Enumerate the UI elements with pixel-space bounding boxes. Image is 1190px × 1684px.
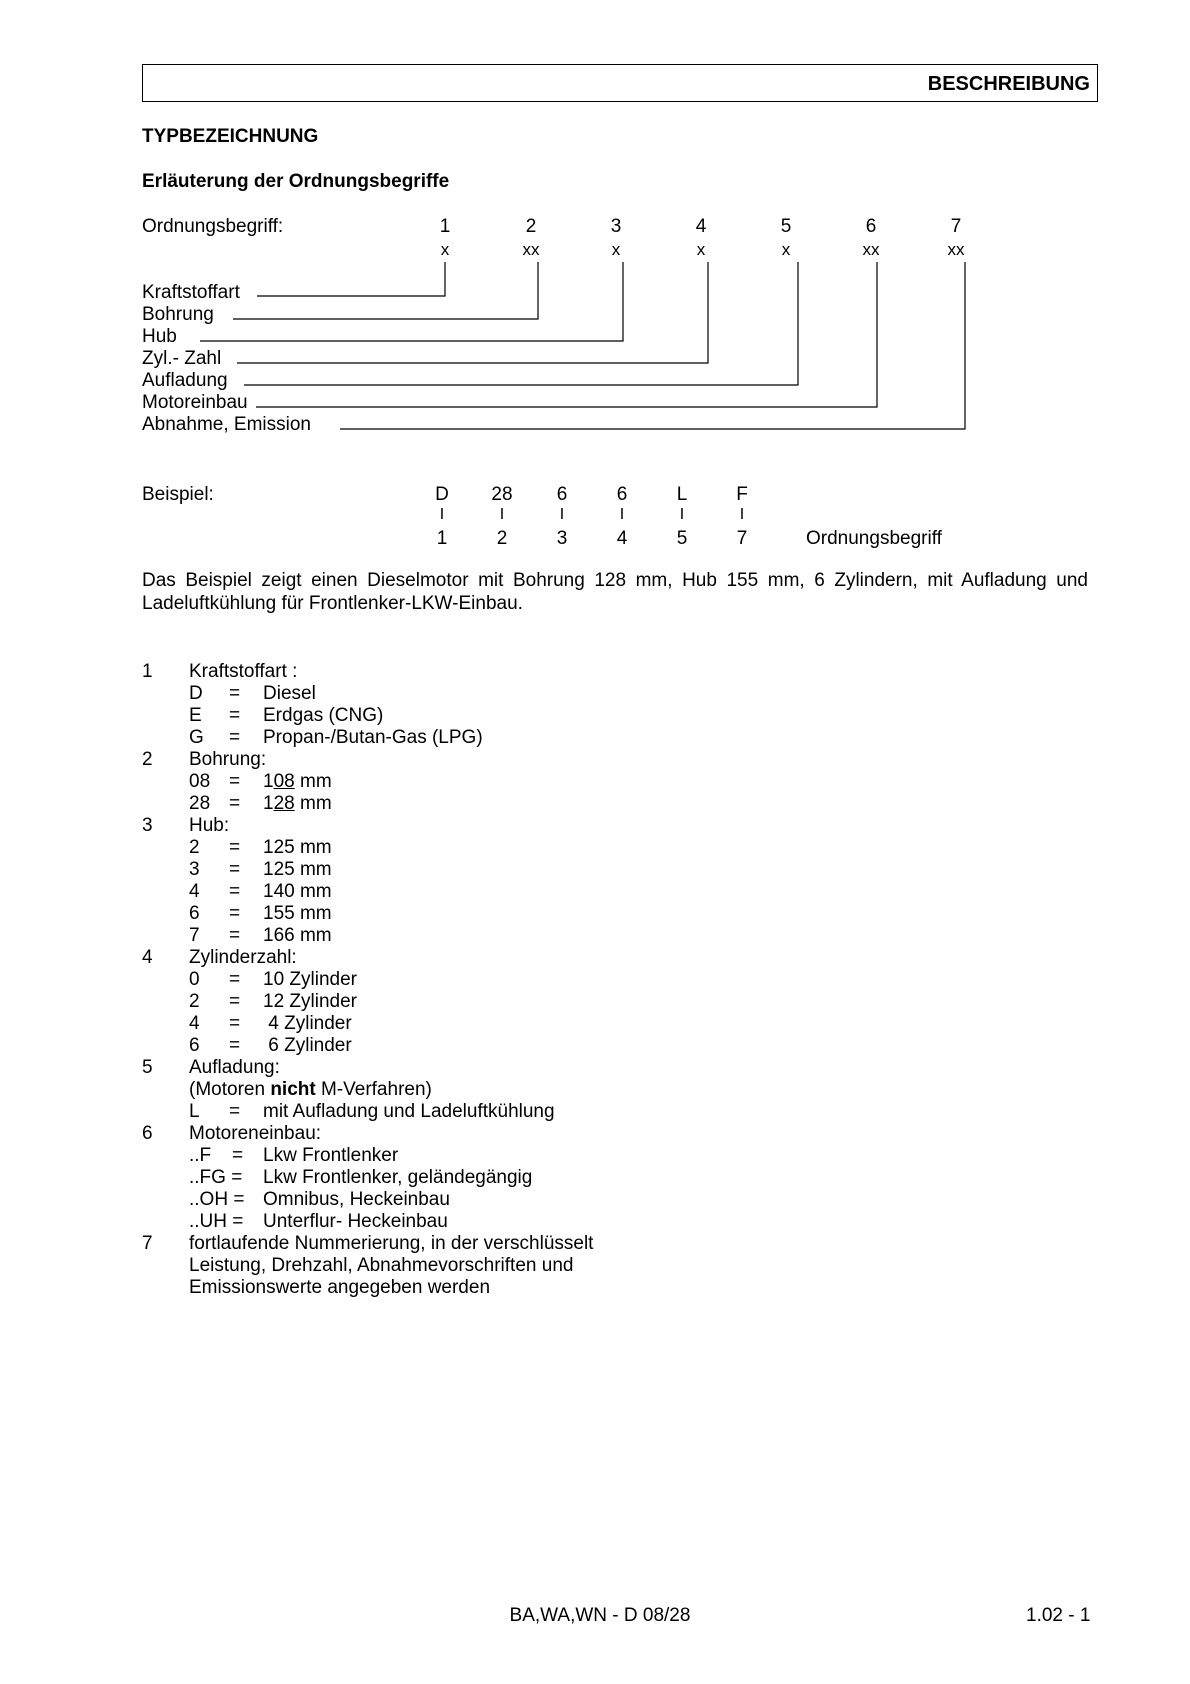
legend-code: 4 xyxy=(189,881,200,902)
legend-code: 28 xyxy=(189,793,211,814)
example-bar: I xyxy=(439,506,445,523)
legend-value: Lkw Frontlenker, geländegängig xyxy=(263,1167,533,1188)
connector-line xyxy=(200,262,623,341)
example-code: 6 xyxy=(556,484,568,505)
legend-title: Zylinderzahl: xyxy=(189,947,297,968)
example-code: L xyxy=(676,484,688,505)
legend-value xyxy=(263,771,332,793)
scheme-term: Bohrung xyxy=(142,304,214,325)
connector-line xyxy=(257,262,445,296)
legend-code: 08 xyxy=(189,771,211,792)
legend-value: 12 Zylinder xyxy=(263,991,357,1012)
footer-page-number: 1.02 - 1 xyxy=(1026,1605,1091,1626)
legend-value: 155 mm xyxy=(263,903,332,924)
legend-value: Diesel xyxy=(263,683,316,704)
scheme-term: Aufladung xyxy=(142,370,228,391)
legend-number: 7 xyxy=(142,1233,153,1254)
legend-code: 6 xyxy=(189,1035,200,1056)
legend-value: Erdgas (CNG) xyxy=(263,705,384,726)
legend-equals: = xyxy=(229,793,241,814)
legend-equals: = xyxy=(229,1013,241,1034)
scheme-term: Kraftstoffart xyxy=(142,282,240,303)
legend-number: 3 xyxy=(142,815,153,836)
footer-document-code: BA,WA,WN - D 08/28 xyxy=(509,1605,691,1626)
scheme-placeholder: xx xyxy=(522,240,540,259)
scheme-term: Abnahme, Emission xyxy=(142,414,311,435)
legend-value xyxy=(263,793,332,815)
legend-value-prefix: 1 xyxy=(263,793,274,814)
legend-code: 7 xyxy=(189,925,200,946)
legend-number: 6 xyxy=(142,1123,153,1144)
legend-title: Hub: xyxy=(189,815,230,836)
example-bar: I xyxy=(679,506,685,523)
legend-value: Omnibus, Heckeinbau xyxy=(263,1189,450,1210)
connector-line xyxy=(244,262,798,385)
connector-line xyxy=(237,262,708,363)
legend-code: ..OH = xyxy=(189,1189,245,1210)
example-code: D xyxy=(435,484,449,505)
legend-value: 166 mm xyxy=(263,925,332,946)
legend-value: Lkw Frontlenker xyxy=(263,1145,399,1166)
example-code: F xyxy=(736,484,748,505)
legend-code: 2 xyxy=(189,991,200,1012)
legend-equals: = xyxy=(229,881,241,902)
legend-text-line: Leistung, Drehzahl, Abnahmevorschriften und xyxy=(189,1255,574,1276)
legend-code: G xyxy=(189,727,204,748)
legend-value: 140 mm xyxy=(263,881,332,902)
scheme-term: Zyl.- Zahl xyxy=(142,348,222,369)
legend-note-prefix: (Motoren xyxy=(189,1079,271,1100)
scheme-position: 2 xyxy=(525,216,537,237)
legend-value: 4 Zylinder xyxy=(263,1013,352,1034)
legend-code: 4 xyxy=(189,1013,200,1034)
scheme-position: 3 xyxy=(610,216,622,237)
legend-equals: = xyxy=(229,683,241,704)
legend-value-prefix: 1 xyxy=(263,771,274,792)
legend-code: 6 xyxy=(189,903,200,924)
example-caption: Ordnungsbegriff xyxy=(806,528,942,549)
legend-equals: = xyxy=(229,705,241,726)
legend-note-suffix: M-Verfahren) xyxy=(315,1079,432,1100)
legend-equals: = xyxy=(229,771,241,792)
scheme-position: 7 xyxy=(950,216,962,237)
example-bar: I xyxy=(559,506,565,523)
legend-title: Kraftstoffart : xyxy=(189,661,298,682)
legend-code: ..FG = xyxy=(189,1167,243,1188)
legend-code: ..UH = xyxy=(189,1211,244,1232)
legend-value: Propan-/Butan-Gas (LPG) xyxy=(263,727,483,748)
legend-code: 0 xyxy=(189,969,200,990)
legend-note-emphasis: nicht xyxy=(270,1079,316,1100)
legend-number: 5 xyxy=(142,1057,153,1078)
legend-code: 3 xyxy=(189,859,200,880)
legend-code: L xyxy=(189,1101,200,1122)
example-position: 5 xyxy=(676,528,688,549)
connector-line xyxy=(340,262,965,429)
legend-value: 125 mm xyxy=(263,837,332,858)
legend-equals: = xyxy=(229,837,241,858)
scheme-connector-lines xyxy=(0,0,1190,460)
scheme-label: Ordnungsbegriff: xyxy=(142,216,284,237)
scheme-term: Motoreinbau xyxy=(142,392,248,413)
scheme-placeholder: x xyxy=(696,240,706,259)
description: Das Beispiel zeigt einen Dieselmotor mit Bohrung 128 mm, Hub 155 mm, 6 Zylindern, mit Aufladung und Ladeluftkühlung für Frontlenker-LKW-Einbau. xyxy=(142,570,1088,614)
legend-code: D xyxy=(189,683,203,704)
legend-value-underlined: 08 xyxy=(273,771,295,792)
scheme-position: 4 xyxy=(695,216,707,237)
legend-value: mit Aufladung und Ladeluftkühlung xyxy=(263,1101,555,1122)
legend-note xyxy=(189,1079,432,1101)
legend-equals: = xyxy=(229,991,241,1012)
legend-value-underlined: 28 xyxy=(273,793,295,814)
legend-title: Bohrung: xyxy=(189,749,267,770)
header-title: BESCHREIBUNG xyxy=(927,73,1090,95)
legend-title: Motoreneinbau: xyxy=(189,1123,322,1144)
example-position: 4 xyxy=(616,528,628,549)
scheme-placeholder: x xyxy=(440,240,450,259)
connector-line xyxy=(233,262,538,319)
scheme-placeholder: x xyxy=(611,240,621,259)
example-position: 1 xyxy=(436,528,448,549)
legend-equals: = xyxy=(232,1145,244,1166)
scheme-position: 6 xyxy=(865,216,877,237)
example-code: 28 xyxy=(491,484,513,505)
legend-equals: = xyxy=(229,859,241,880)
legend-text-line: fortlaufende Nummerierung, in der verschlüsselt xyxy=(189,1233,594,1254)
scheme-placeholder: xx xyxy=(862,240,880,259)
scheme-placeholder: xx xyxy=(947,240,965,259)
legend-value: Unterflur- Heckeinbau xyxy=(263,1211,448,1232)
legend-value-suffix: mm xyxy=(294,771,332,792)
scheme-position: 5 xyxy=(780,216,792,237)
legend-title: Aufladung: xyxy=(189,1057,280,1078)
example-position: 3 xyxy=(556,528,568,549)
legend-value: 125 mm xyxy=(263,859,332,880)
legend-equals: = xyxy=(229,1101,241,1122)
example-position: 7 xyxy=(736,528,748,549)
legend-text-line: Emissionswerte angegeben werden xyxy=(189,1277,491,1298)
scheme-placeholder: x xyxy=(781,240,791,259)
legend-number: 2 xyxy=(142,749,153,770)
legend-code: 2 xyxy=(189,837,200,858)
legend-code: E xyxy=(189,705,202,726)
scheme-term: Hub xyxy=(142,326,177,347)
legend-value: 6 Zylinder xyxy=(263,1035,352,1056)
example-position: 2 xyxy=(496,528,508,549)
example-bar: I xyxy=(739,506,745,523)
section-title: TYPBEZEICHNUNG xyxy=(142,126,319,147)
subsection-title: Erläuterung der Ordnungsbegriffe xyxy=(142,171,450,192)
legend-equals: = xyxy=(229,969,241,990)
example-bar: I xyxy=(499,506,505,523)
legend-equals: = xyxy=(229,925,241,946)
example-label: Beispiel: xyxy=(142,484,214,505)
legend-value-suffix: mm xyxy=(294,793,332,814)
scheme-position: 1 xyxy=(439,216,451,237)
legend-equals: = xyxy=(229,1035,241,1056)
legend-code: ..F xyxy=(189,1145,212,1166)
example-code: 6 xyxy=(616,484,628,505)
example-bar: I xyxy=(619,506,625,523)
legend-value: 10 Zylinder xyxy=(263,969,357,990)
legend-equals: = xyxy=(229,903,241,924)
legend-equals: = xyxy=(229,727,241,748)
legend-number: 1 xyxy=(142,661,153,682)
legend-number: 4 xyxy=(142,947,153,968)
